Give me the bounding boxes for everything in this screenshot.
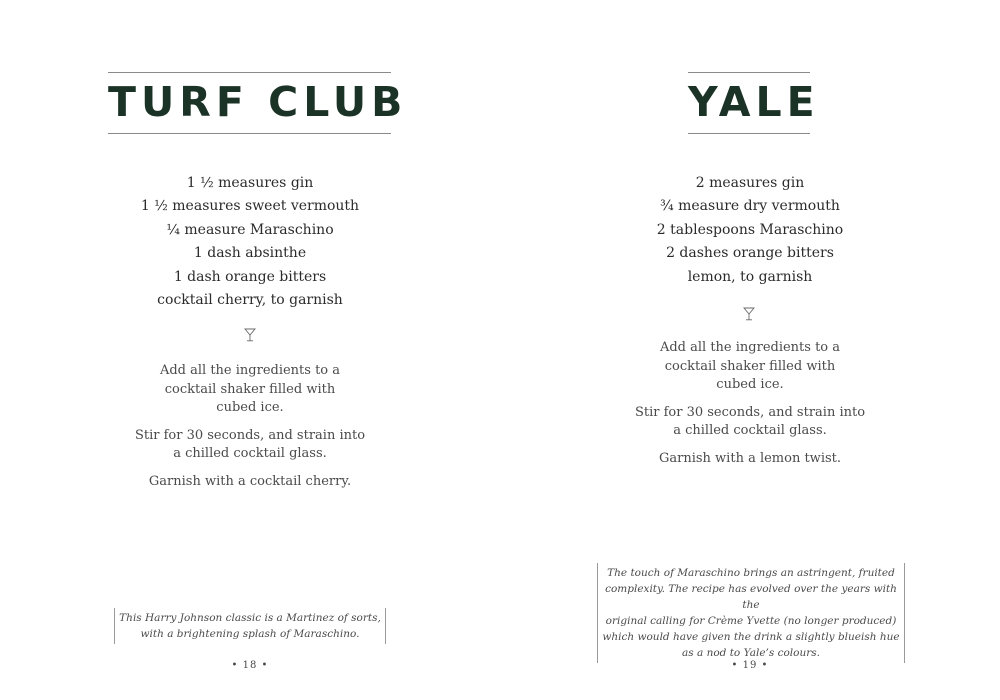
recipe-title: YALE [688,78,820,126]
ingredient-item: 2 tablespoons Maraschino [656,221,844,238]
method-step: Stir for 30 seconds, and strain into a chilled cocktail glass. [634,404,866,438]
recipe-title-block [108,72,408,134]
cocktail-glass-icon [743,307,755,321]
ingredient-item: 1 dash orange bitters [173,268,327,285]
ingredient-item: 2 dashes orange bitters [666,245,834,262]
ingredient-list [0,172,500,312]
page-number: • 18 • [231,660,269,671]
method-text [0,362,500,500]
recipe-note: The touch of Maraschino brings an astringent, fruited complexity. The recipe has evolved over the years with the original calling for Crème Yvette (no longer produced) which would have given the drink a slightly blueish hue as a nod to Yale’s colours. [597,563,905,663]
method-text [500,339,1000,477]
page-number: • 19 • [731,660,769,671]
ingredient-item: 1 ½ measures gin [186,175,314,191]
recipe-title-block [688,72,820,134]
ingredient-item: cocktail cherry, to garnish [157,292,343,309]
method-step: Add all the ingredients to a cocktail shaker filled with cubed ice. [659,340,841,392]
method-step: Garnish with a cocktail cherry. [148,473,352,489]
cocktail-glass-icon [244,328,256,342]
ingredient-item: 1 ½ measures sweet vermouth [140,198,360,215]
method-step: Add all the ingredients to a cocktail shaker filled with cubed ice. [159,363,341,415]
method-step: Stir for 30 seconds, and strain into a chilled cocktail glass. [134,427,366,461]
right-page [500,0,1000,700]
ingredient-item: 1 dash absinthe [193,245,307,262]
method-step: Garnish with a lemon twist. [659,450,841,466]
ingredient-list [500,172,1000,289]
ingredient-item: lemon, to garnish [687,268,813,285]
recipe-note: This Harry Johnson classic is a Martinez of sorts, with a brightening splash of Maraschino. [114,608,386,644]
recipe-title: TURF CLUB [108,78,408,126]
ingredient-item: ¼ measure Maraschino [166,221,334,238]
ingredient-item: 2 measures gin [695,175,805,191]
ingredient-item: ¾ measure dry vermouth [660,198,840,215]
